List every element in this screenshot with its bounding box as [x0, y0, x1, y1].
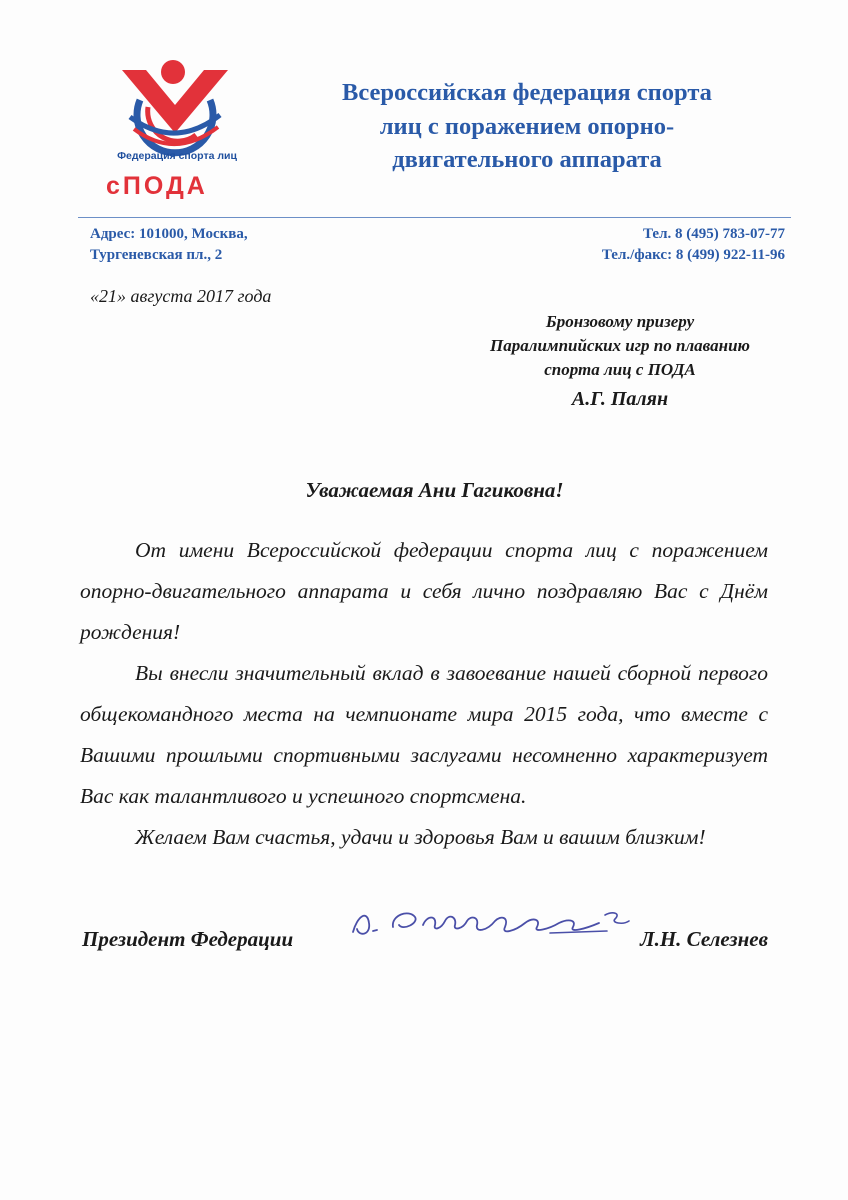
letter-body — [80, 530, 768, 858]
organization-title-line: лиц с поражением опорно- — [379, 112, 675, 140]
organization-title-line: двигательного аппарата — [392, 146, 662, 173]
salutation: Уважаемая Ани Гагиковна! — [305, 478, 564, 502]
phone-number: Тел. 8 (495) 783-07-77 — [643, 226, 785, 242]
signer-title: Президент Федерации — [82, 927, 294, 951]
signer-name: Л.Н. Селезнев — [640, 927, 768, 951]
letter-date: «21» августа 2017 года — [90, 286, 272, 306]
recipient-line: Паралимпийских игр по плаванию — [490, 336, 750, 355]
recipient-name: А.Г. Палян — [571, 388, 669, 410]
address-line: Тургеневская пл., 2 — [90, 247, 223, 263]
header-divider — [78, 217, 791, 218]
recipient-block — [440, 310, 800, 382]
body-paragraph: Вы внесли значительный вклад в завоевание нашей сборной первого общекомандного места на чемпионате мира 2015 года, что вместе с Вашими прошлыми спортивными заслугами несомненно характеризует Вас как талантливого и успешного спортсмена. — [80, 661, 768, 808]
recipient-line: спорта лиц с ПОДА — [544, 360, 696, 379]
recipient-line: Бронзовому призеру — [545, 312, 695, 331]
organization-title-line: Всероссийская федерация спорта — [342, 79, 712, 106]
address-line: Адрес: 101000, Москва, — [90, 226, 248, 242]
address-block — [90, 224, 248, 266]
fax-number: Тел./факс: 8 (499) 922-11-96 — [601, 247, 785, 263]
logo-wordmark: сПОДА — [106, 172, 208, 200]
organization-title — [276, 76, 778, 177]
phone-block — [602, 224, 785, 266]
body-paragraph: От имени Всероссийской федерации спорта лиц с поражением опорно-двигательного аппарата и себя лично поздравляю Вас с Днём рождения! — [80, 538, 768, 644]
body-paragraph: Желаем Вам счастья, удачи и здоровья Вам и вашим близким! — [135, 825, 706, 849]
handwritten-signature-icon — [345, 897, 640, 947]
logo-caption: Федерация спорта лиц — [117, 150, 237, 162]
